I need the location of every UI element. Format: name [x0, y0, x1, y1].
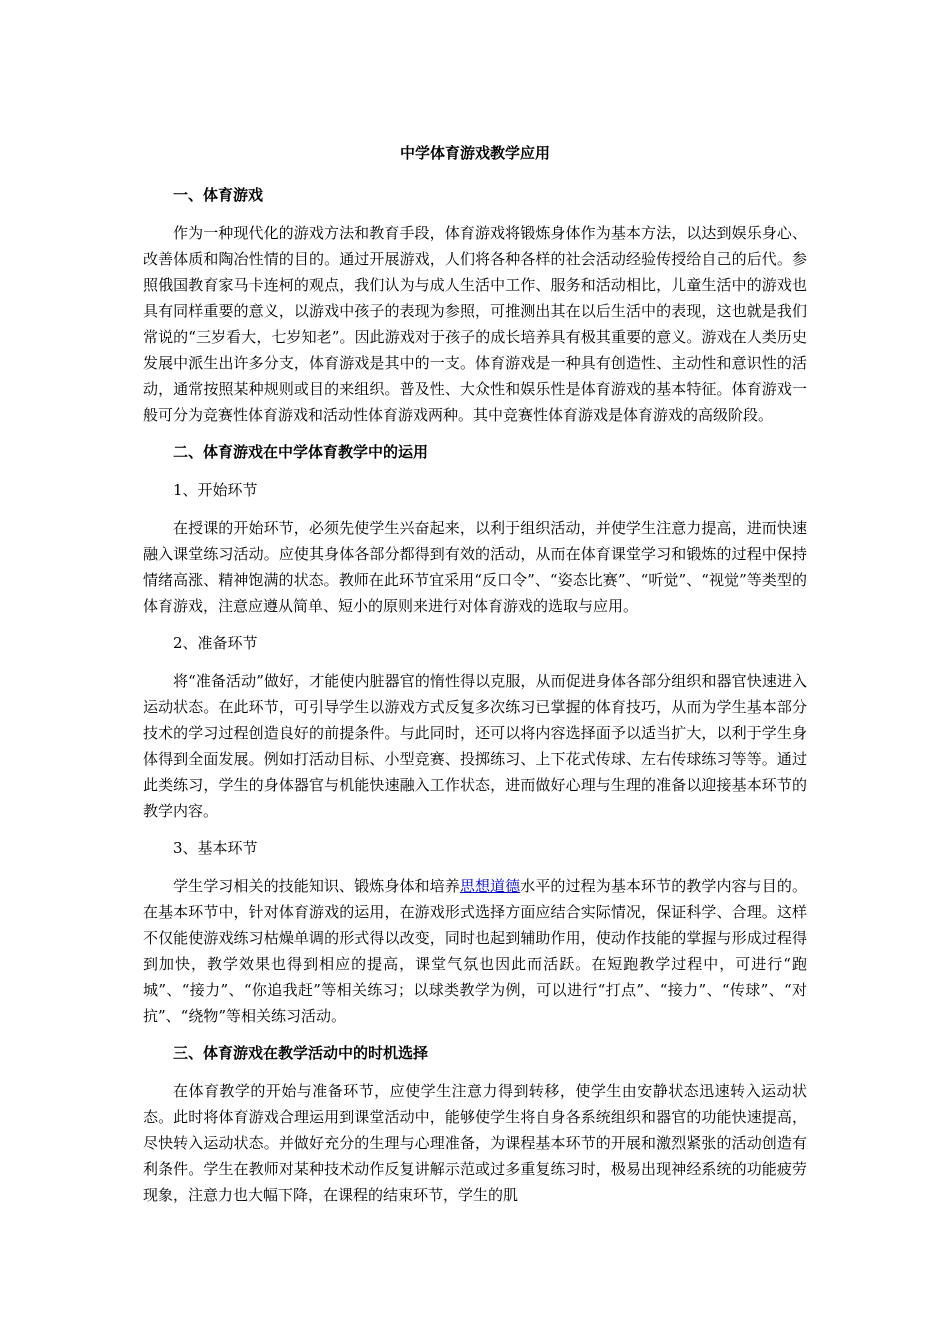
paragraph-text-before-link: 学生学习相关的技能知识、锻炼身体和培养: [173, 877, 460, 895]
section-1-heading: 一、体育游戏: [173, 186, 264, 204]
subsection-2-3-paragraph: [143, 873, 807, 1029]
document-title: 中学体育游戏教学应用: [399, 144, 550, 162]
subsection-2-1-heading: 1、开始环节: [173, 481, 258, 499]
subsection-2-2-heading: 2、准备环节: [173, 634, 258, 652]
document-page: [143, 128, 807, 1219]
paragraph-text-after-link: 水平的过程为基本环节的教学内容与目的。在基本环节中，针对体育游戏的运用，在游戏形式选择方面应结合实际情况，保证科学、合理。这样不仅能使游戏练习枯燥单调的形式得以改变，同时也起到辅助作用，使动作技能的掌握与形成过程得到加快，教学效果也得到相应的提高，课堂气氛也因此而活跃。在短跑教学过程中，可进行“跑城”、“接力”、“你追我赶”等相关练习；以球类教学为例，可以进行“打点”、“接力”、“传球”、“对抗”、“绕物”等相关练习活动。: [143, 877, 807, 1025]
subsection-2-3-heading: 3、基本环节: [173, 839, 258, 857]
subsection-2-1-paragraph: 在授课的开始环节，必须先使学生兴奋起来，以利于组织活动，并使学生注意力提高，进而快速融入课堂练习活动。应使其身体各部分都得到有效的活动，从而在体育课堂学习和锻炼的过程中保持情绪高涨、精神饱满的状态。教师在此环节宜采用“反口令”、“姿态比赛”、“听觉”、“视觉”等类型的体育游戏，注意应遵从简单、短小的原则来进行对体育游戏的选取与应用。: [143, 519, 807, 615]
section-3-heading: 三、体育游戏在教学活动中的时机选择: [173, 1044, 429, 1062]
subsection-2-2-paragraph: 将“准备活动”做好，才能使内脏器官的惰性得以克服，从而促进身体各部分组织和器官快速进入运动状态。在此环节，可引导学生以游戏方式反复多次练习已掌握的体育技巧，从而为学生基本部分技术的学习过程创造良好的前提条件。与此同时，还可以将内容选择面予以适当扩大，以利于学生身体得到全面发展。例如打活动目标、小型竞赛、投掷练习、上下花式传球、左右传球练习等等。通过此类练习，学生的身体器官与机能快速融入工作状态，进而做好心理与生理的准备以迎接基本环节的教学内容。: [143, 672, 807, 820]
section-2-heading: 二、体育游戏在中学体育教学中的运用: [173, 443, 429, 461]
section-3-paragraph: 在体育教学的开始与准备环节，应使学生注意力得到转移，使学生由安静状态迅速转入运动状态。此时将体育游戏合理运用到课堂活动中，能够使学生将自身各系统组织和器官的功能快速提高，尽快转入运动状态。并做好充分的生理与心理准备，为课程基本环节的开展和激烈紧张的活动创造有利条件。学生在教师对某种技术动作反复讲解示范或过多重复练习时，极易出现神经系统的功能疲劳现象，注意力也大幅下降，在课程的结束环节，学生的肌: [143, 1082, 807, 1204]
section-1-paragraph: 作为一种现代化的游戏方法和教育手段，体育游戏将锻炼身体作为基本方法，以达到娱乐身心、改善体质和陶冶性情的目的。通过开展游戏，人们将各种各样的社会活动经验传授给自己的后代。参照俄国教育家马卡连柯的观点，我们认为与成人生活中工作、服务和活动相比，儿童生活中的游戏也具有同样重要的意义，以游戏中孩子的表现为参照，可推测出其在以后生活中的表现，这也就是我们常说的“三岁看大，七岁知老”。因此游戏对于孩子的成长培养具有极其重要的意义。游戏在人类历史发展中派生出许多分支，体育游戏是其中的一支。体育游戏是一种具有创造性、主动性和意识性的活动，通常按照某种规则或目的来组织。普及性、大众性和娱乐性是体育游戏的基本特征。体育游戏一般可分为竞赛性体育游戏和活动性体育游戏两种。其中竞赛性体育游戏是体育游戏的高级阶段。: [143, 224, 807, 424]
moral-education-link[interactable]: 思想道德: [459, 877, 521, 895]
